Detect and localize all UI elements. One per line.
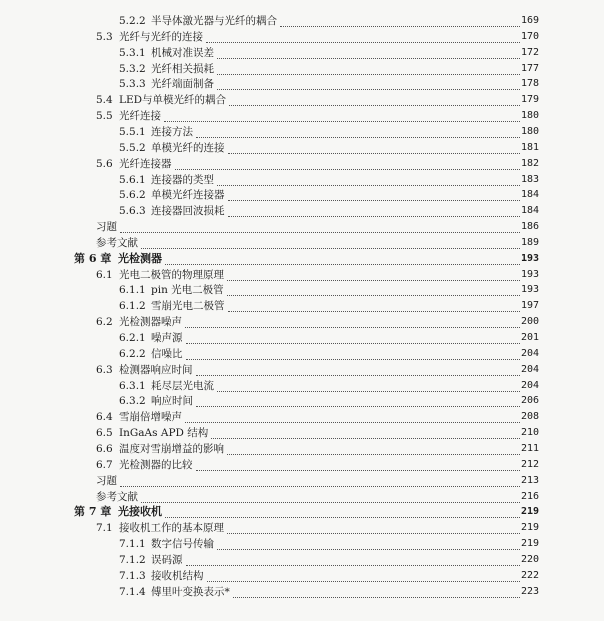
toc-entry — [0, 330, 604, 346]
toc-entry-number: 第 7 章 — [74, 505, 112, 519]
toc-leader-dots — [233, 587, 520, 598]
toc-entry — [0, 393, 604, 409]
toc-entry — [0, 314, 604, 330]
toc-entry-title: 连接方法 — [151, 125, 193, 138]
toc-leader-dots — [185, 412, 520, 423]
toc-entry-title: 单模光纤连接器 — [151, 189, 225, 202]
toc-entry — [0, 124, 604, 140]
toc-entry-title: 半导体激光器与光纤的耦合 — [151, 15, 277, 27]
toc-entry — [0, 45, 604, 61]
toc-page-number: 204 — [521, 347, 540, 359]
toc-page-number: 180 — [521, 125, 540, 137]
toc-entry-number: 5.6.1 — [119, 173, 146, 186]
toc-entry — [0, 187, 604, 203]
toc-entry-number: 5.5.1 — [119, 125, 146, 138]
toc-entry — [0, 457, 604, 473]
toc-entry-number: 5.4 — [96, 94, 113, 107]
toc-entry-number: 5.5.2 — [119, 141, 146, 154]
toc-leader-dots — [186, 555, 520, 566]
toc-page-number: 181 — [521, 141, 540, 153]
toc-entry — [0, 489, 604, 505]
toc-entry-title: 接收机结构 — [151, 569, 204, 582]
toc-leader-dots — [280, 16, 520, 27]
toc-entry-title: 数字信号传输 — [151, 538, 214, 551]
toc-entry-title: 温度对雪崩增益的影响 — [119, 442, 224, 455]
toc-entry-title: 雪崩倍增噪声 — [119, 411, 182, 424]
toc-page-number: 211 — [521, 442, 540, 454]
toc-entry-number: 6.3.2 — [119, 395, 146, 408]
toc-entry-number: 6.6 — [96, 442, 113, 455]
toc-entry — [0, 61, 604, 77]
toc-entry-number: 6.7 — [96, 458, 113, 471]
toc-entry-title: 误码源 — [151, 553, 183, 566]
toc-page-number: 223 — [521, 585, 540, 597]
toc-chapter-entry — [0, 504, 604, 520]
toc-entry-title: LED与单模光纤的耦合 — [119, 94, 227, 107]
toc-page-number: 193 — [521, 268, 540, 280]
toc-entry-number: 5.6 — [96, 157, 113, 170]
toc-entry-number: 6.4 — [96, 411, 113, 424]
toc-entry — [0, 473, 604, 489]
toc-page-number: 184 — [521, 205, 540, 217]
toc-entry-number: 7.1.4 — [119, 585, 146, 598]
toc-leader-dots — [185, 317, 520, 328]
toc-page-number: 219 — [521, 538, 540, 550]
toc-entry-number: 5.3.1 — [119, 46, 146, 59]
toc-entry-number: 6.2 — [96, 316, 113, 329]
toc-entry-title: 接收机工作的基本原理 — [119, 522, 224, 535]
toc-entry — [0, 267, 604, 283]
toc-page-number: 204 — [521, 363, 540, 375]
toc-page-number: 177 — [521, 62, 540, 74]
toc-entry-title: 光纤连接器 — [119, 157, 172, 170]
toc-entry-title: 参考文献 — [96, 236, 138, 249]
toc-leader-dots — [227, 285, 520, 296]
toc-entry-title: 响应时间 — [151, 395, 193, 408]
toc-page-number: 193 — [521, 284, 540, 296]
toc-entry-title: 习题 — [96, 221, 117, 234]
toc-entry-title: 光纤相关损耗 — [151, 62, 214, 75]
toc-entry-title: 连接器回波损耗 — [151, 205, 225, 218]
toc-leader-dots — [211, 428, 520, 439]
toc-entry — [0, 13, 604, 29]
toc-chapter-entry — [0, 251, 604, 267]
toc-leader-dots — [207, 571, 520, 582]
toc-leader-dots — [228, 143, 520, 154]
toc-entry-title: 光接收机 — [118, 505, 162, 519]
toc-entry-number: 7.1.3 — [119, 569, 146, 582]
toc-entry-title: 噪声源 — [151, 332, 183, 344]
toc-entry-number: 6.5 — [96, 427, 113, 440]
toc-leader-dots — [228, 301, 520, 312]
toc-entry — [0, 282, 604, 298]
toc-entry — [0, 378, 604, 394]
toc-entry — [0, 536, 604, 552]
toc-entry — [0, 76, 604, 92]
toc-leader-dots — [175, 159, 520, 170]
toc-page-number: 206 — [521, 395, 540, 407]
toc-page-number: 213 — [521, 474, 540, 486]
toc-page-number: 184 — [521, 189, 540, 201]
toc-page-number: 172 — [521, 46, 540, 58]
toc-entry-number: 6.3 — [96, 363, 113, 376]
toc-entry — [0, 362, 604, 378]
toc-page-number: 179 — [521, 94, 540, 106]
toc-entry-title: pin 光电二极管 — [151, 284, 224, 297]
toc-entry — [0, 92, 604, 108]
toc-entry-title: 光检测器 — [118, 251, 162, 265]
toc-leader-dots — [227, 444, 520, 455]
toc-page-number: 180 — [521, 110, 540, 122]
toc-leader-dots — [141, 492, 520, 503]
toc-entry-title: 光纤与光纤的连接 — [119, 30, 203, 43]
toc-page-number: 210 — [521, 427, 540, 439]
toc-leader-dots — [196, 460, 520, 471]
toc-page-number: 193 — [521, 252, 540, 264]
toc-entry-title: 光检测器的比较 — [119, 458, 193, 471]
toc-page-number: 186 — [521, 221, 540, 233]
toc-entry — [0, 584, 604, 600]
toc-page-number: 219 — [521, 506, 540, 518]
toc-entry — [0, 552, 604, 568]
toc-page-number: 169 — [521, 15, 540, 26]
toc-page-number: 222 — [521, 569, 540, 581]
toc-entry-number: 6.2.2 — [119, 347, 146, 360]
toc-entry-number: 5.3 — [96, 30, 113, 43]
toc-leader-dots — [227, 270, 520, 281]
toc-page-number: 189 — [521, 236, 540, 248]
toc-entry — [0, 520, 604, 536]
toc-entry — [0, 346, 604, 362]
toc-entry — [0, 409, 604, 425]
toc-page-number: 201 — [521, 332, 540, 343]
toc-entry — [0, 140, 604, 156]
toc-leader-dots — [196, 365, 520, 376]
toc-entry — [0, 441, 604, 457]
toc-entry-title: 光电二极管的物理原理 — [119, 268, 224, 281]
toc-entry — [0, 235, 604, 251]
toc-page-number: 197 — [521, 300, 540, 312]
toc-leader-dots — [217, 79, 520, 90]
toc-page-number: 204 — [521, 379, 540, 391]
toc-page-number: 219 — [521, 522, 540, 534]
toc-leader-dots — [186, 333, 520, 344]
toc-leader-dots — [206, 32, 520, 43]
toc-entry-title: 傅里叶变换表示* — [151, 585, 230, 598]
toc-entry-number: 7.1 — [96, 522, 113, 535]
toc-page-number: 182 — [521, 157, 540, 169]
toc-entry — [0, 298, 604, 314]
toc-leader-dots — [228, 206, 520, 217]
toc-entry-title: 光纤端面制备 — [151, 78, 214, 91]
toc-leader-dots — [196, 396, 520, 407]
toc-page-number: 212 — [521, 458, 540, 470]
toc-leader-dots — [228, 190, 520, 201]
toc-leader-dots — [186, 349, 520, 360]
toc-leader-dots — [165, 507, 520, 518]
toc-entry-number: 6.1 — [96, 268, 113, 281]
toc-entry — [0, 219, 604, 235]
toc-entry-number: 5.3.3 — [119, 78, 146, 91]
toc-leader-dots — [165, 254, 520, 265]
toc-entry — [0, 425, 604, 441]
toc-entry — [0, 203, 604, 219]
toc-page-number: 200 — [521, 316, 540, 328]
toc-entry-number: 5.6.3 — [119, 205, 146, 218]
toc-entry-number: 6.2.1 — [119, 332, 146, 344]
toc-entry — [0, 108, 604, 124]
toc-entry-number: 5.3.2 — [119, 62, 146, 75]
toc-leader-dots — [227, 523, 520, 534]
toc-page-number: 183 — [521, 173, 540, 185]
toc-page-number: 220 — [521, 553, 540, 565]
toc-entry-title: 机械对准误差 — [151, 46, 214, 59]
toc-leader-dots — [120, 222, 520, 233]
toc-entry-title: 习题 — [96, 474, 117, 487]
toc-entry-number: 7.1.1 — [119, 538, 146, 551]
toc-entry-number: 5.5 — [96, 110, 113, 123]
toc-entry-title: 连接器的类型 — [151, 173, 214, 186]
toc-leader-dots — [217, 64, 520, 75]
toc-entry-title: 光纤连接 — [119, 110, 161, 123]
toc-entry-title: 光检测器噪声 — [119, 316, 182, 329]
toc-entry-title: 信噪比 — [151, 347, 183, 360]
toc-entry — [0, 29, 604, 45]
toc-page-number: 208 — [521, 411, 540, 423]
toc-page-number: 216 — [521, 490, 540, 502]
toc-entry-title: 雪崩光电二极管 — [151, 300, 225, 313]
toc-page-number: 170 — [521, 30, 540, 42]
toc-entry-title: 检测器响应时间 — [119, 363, 193, 376]
toc-entry-number: 第 6 章 — [74, 251, 112, 265]
toc-entry-number: 6.3.1 — [119, 379, 146, 392]
toc-leader-dots — [217, 539, 520, 550]
toc-leader-dots — [217, 48, 520, 59]
toc-entry — [0, 156, 604, 172]
toc-leader-dots — [229, 95, 520, 106]
toc-entry-number: 5.2.2 — [119, 15, 146, 27]
toc-leader-dots — [217, 381, 520, 392]
toc-entry — [0, 172, 604, 188]
toc-leader-dots — [217, 175, 520, 186]
toc-page-number: 178 — [521, 78, 540, 90]
toc-entry-title: 参考文献 — [96, 490, 138, 503]
toc-leader-dots — [141, 238, 520, 249]
toc-entry — [0, 568, 604, 584]
toc-leader-dots — [164, 111, 520, 122]
toc-entry-title: 耗尽层光电流 — [151, 379, 214, 392]
toc-entry-title: InGaAs APD 结构 — [119, 427, 209, 440]
toc-entry-number: 6.1.2 — [119, 300, 146, 313]
toc-entry-title: 单模光纤的连接 — [151, 141, 225, 154]
toc-entry-number: 7.1.2 — [119, 553, 146, 566]
toc-entry-number: 6.1.1 — [119, 284, 146, 297]
toc-entry-number: 5.6.2 — [119, 189, 146, 202]
toc-leader-dots — [196, 127, 520, 138]
toc-leader-dots — [120, 476, 520, 487]
